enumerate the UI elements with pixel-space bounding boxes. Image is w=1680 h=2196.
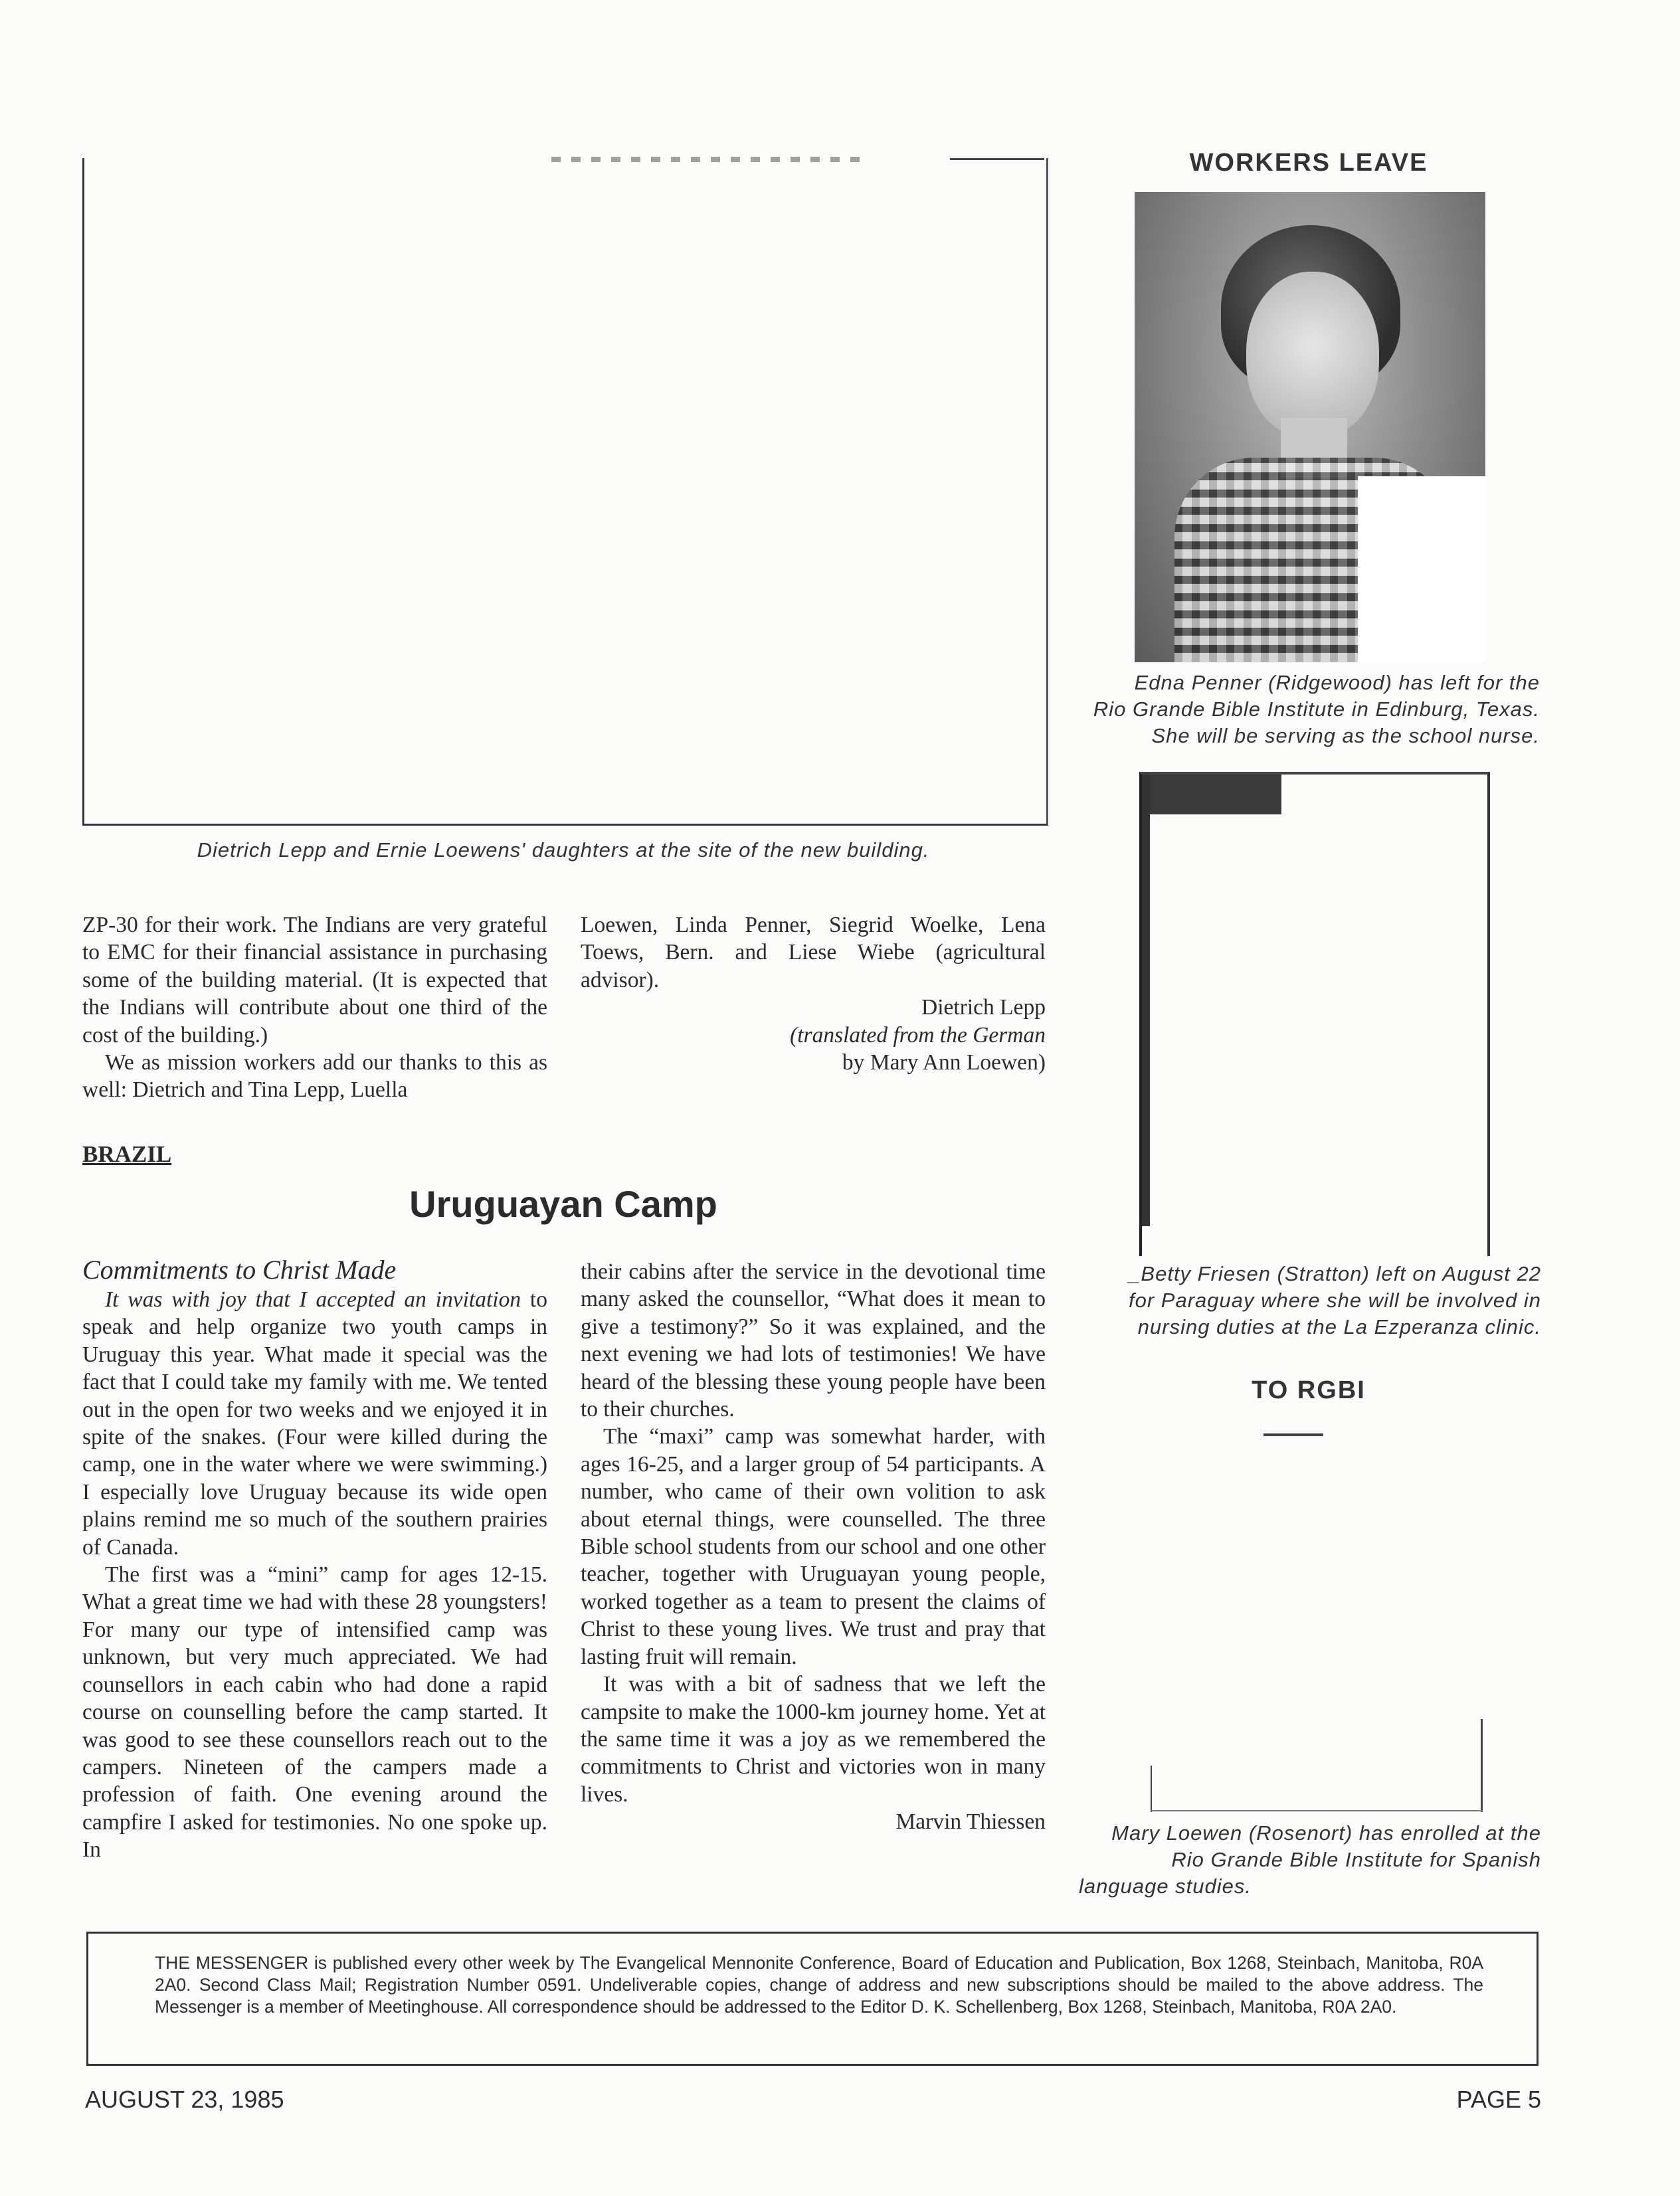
- photo-frame-edge: [1151, 1810, 1483, 1811]
- page-number: PAGE 5: [1456, 2086, 1541, 2113]
- mary-caption: [1076, 1820, 1541, 1900]
- masthead-text: THE MESSENGER is published every other week by The Evangelical Mennonite Conference, Board of Education and Publication, Box 1268, Steinbach, Manitoba, R0A 2A0. Second Class Mail; Registration Number 0591. Undeliverable copies, change of address and new subscriptions should be mailed to the above address. The Messenger is a member of Meetinghouse. All correspondence should be addressed to the Editor D. K. Schellenberg, Box 1268, Steinbach, Manitoba, R0A 2A0.: [155, 1953, 1483, 2017]
- to-rgbi-heading: TO RGBI: [1252, 1376, 1366, 1404]
- mary-caption-line: Mary Loewen (Rosenort) has enrolled at the: [1111, 1821, 1541, 1845]
- translation-note: (translated from the German: [790, 1022, 1046, 1048]
- photo-frame-edge: [1151, 1766, 1152, 1812]
- workers-leave-heading: WORKERS LEAVE: [1189, 149, 1428, 177]
- article-text: to speak and help organize two youth camps in Uruguay this year. What made it special was the fact that I could take my family with me. We tented out in the open for two weeks and we enjoyed it in spite of the snakes. (Four were killed during the camp, one in the water where we were swimming.) I especially love Uruguay because its wide open plains remind me so much of the southern prairies of Canada.: [82, 1287, 547, 1560]
- edna-caption-line: Edna Penner (Ridgewood) has left for the: [1134, 671, 1540, 694]
- translator-credit: by Mary Ann Loewen): [842, 1050, 1046, 1075]
- article-signature: Marvin Thiessen: [895, 1809, 1046, 1835]
- betty-caption-line: nursing duties at the La Ezperanza clinic.: [1137, 1315, 1541, 1338]
- previous-article-text: ZP-30 for their work. The Indians are very grateful to EMC for their financial assistance in purchasing some of the building material. (It is expected that the Indians will contribute about one third of the cost of the building.): [82, 913, 547, 1048]
- article-subtitle: Commitments to Christ Made: [82, 1255, 397, 1285]
- country-section-label: BRAZIL: [82, 1141, 172, 1167]
- betty-friesen-photo: [1139, 772, 1490, 1256]
- photo-frame-edge: [1481, 1719, 1483, 1812]
- issue-date: AUGUST 23, 1985: [85, 2086, 284, 2113]
- mary-loewen-photo: [1151, 1433, 1483, 1812]
- edna-penner-photo: [1135, 192, 1485, 662]
- edna-caption-line: Rio Grande Bible Institute in Edinburg, Texas.: [1093, 697, 1540, 721]
- article-col2: [581, 1258, 1046, 1836]
- previous-article-text: We as mission workers add our thanks to this as well: Dietrich and Tina Lepp, Luella: [82, 1050, 547, 1103]
- building-site-caption: Dietrich Lepp and Ernie Loewens' daughters at the site of the new building.: [197, 838, 930, 862]
- masthead-box: [86, 1932, 1539, 2066]
- edna-caption: [1075, 670, 1540, 749]
- article-title: Uruguayan Camp: [409, 1183, 717, 1225]
- photo-face: [1246, 272, 1379, 438]
- photo-edge: [1142, 775, 1150, 1226]
- article-text: their cabins after the service in the devotional time many asked the counsellor, “What does it mean to give a testimony?” So it was explained, and the next evening we had lots of testimonies! We have heard of the blessing these young people have been to their churches.: [581, 1259, 1046, 1422]
- photo-redaction: [1358, 476, 1485, 662]
- article-lead-italic: It was with joy that I accepted an invitation: [105, 1287, 521, 1312]
- mary-caption-line: language studies.: [1079, 1875, 1252, 1898]
- betty-caption: [1076, 1261, 1541, 1340]
- article-col1: [82, 1254, 547, 1864]
- article-text: The first was a “mini” camp for ages 12-15. What a great time we had with these 28 youngsters! For many our type of intensified camp was unknown, but very much appreciated. We had counsellors in each cabin who had done a rapid course on counselling before the camp started. It was good to see these counsellors reach out to the campers. Nineteen of the campers made a profession of faith. One evening around the campfire I asked for testimonies. No one spoke up. In: [82, 1562, 547, 1863]
- mary-caption-line: Rio Grande Bible Institute for Spanish: [1171, 1848, 1541, 1871]
- photo-frame-mark: [1263, 1433, 1323, 1436]
- building-site-photo: [82, 158, 1048, 826]
- edna-caption-line: She will be serving as the school nurse.: [1151, 724, 1540, 747]
- previous-article-col2: [581, 911, 1046, 1076]
- author-signature: Dietrich Lepp: [921, 995, 1046, 1020]
- article-text: It was with a bit of sadness that we left the campsite to make the 1000-km journey home. Yet at the same time it was a joy as we remembered the commitments to Christ and victories won in many lives.: [581, 1672, 1046, 1807]
- betty-caption-line: _Betty Friesen (Stratton) left on August 22: [1129, 1262, 1541, 1285]
- article-text: The “maxi” camp was somewhat harder, with ages 16-25, and a larger group of 54 participants. A number, who came of their own volition to ask about eternal things, were counselled. The three Bible school students from our school and one other teacher, together with Uruguayan young people, worked together as a team to present the claims of Christ to these young lives. We trust and pray that lasting fruit will remain.: [581, 1424, 1046, 1669]
- previous-article-text: Loewen, Linda Penner, Siegrid Woelke, Lena Toews, Bern. and Liese Wiebe (agricultural advisor).: [581, 913, 1046, 992]
- photo-corner: [1142, 775, 1281, 814]
- betty-caption-line: for Paraguay where she will be involved in: [1129, 1289, 1541, 1312]
- previous-article-col1: [82, 911, 547, 1104]
